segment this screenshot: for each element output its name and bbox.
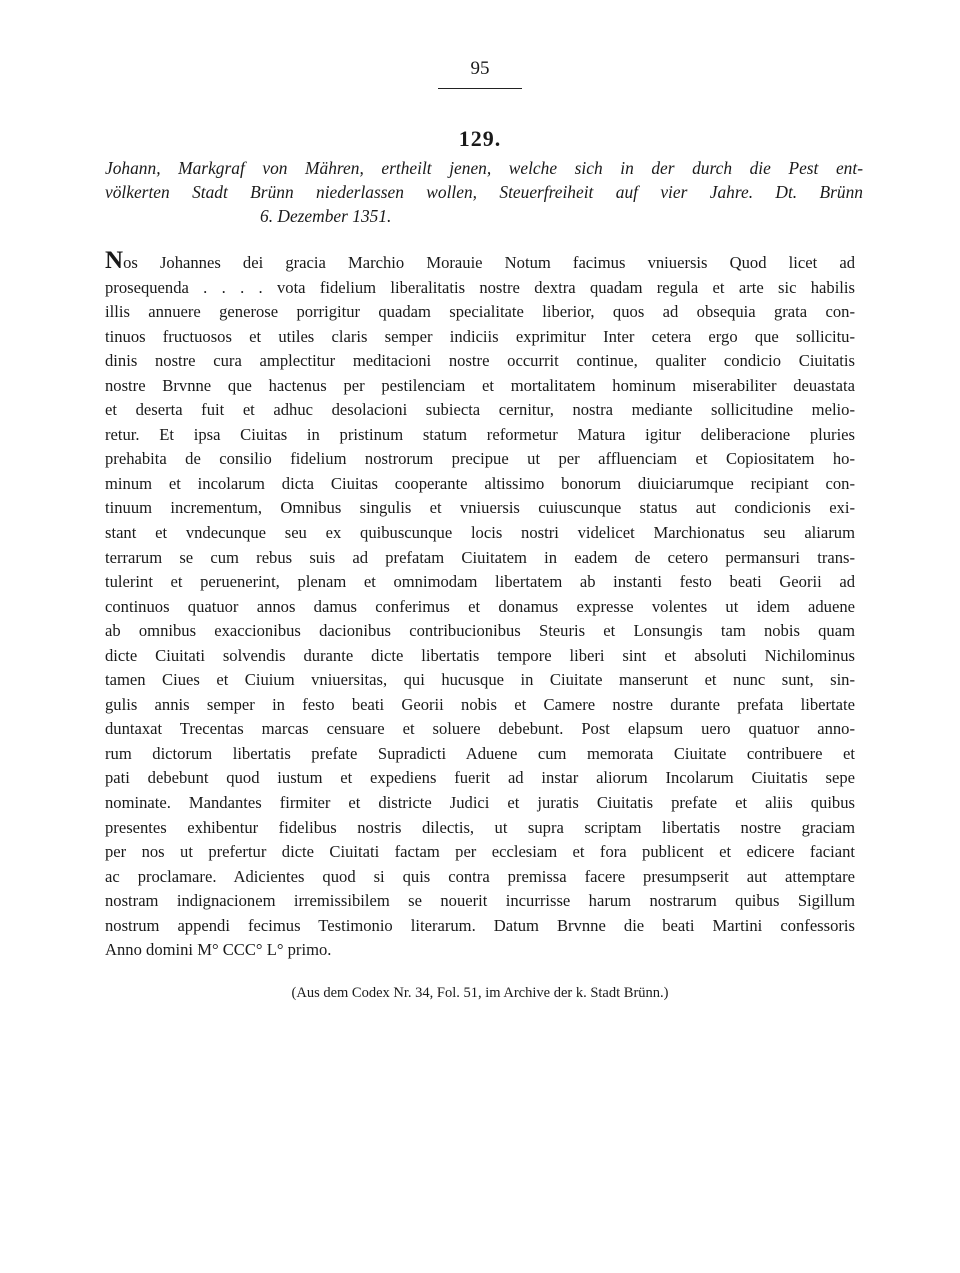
body-line: tinuum incrementum, Omnibus singulis et vniuersis cuiuscunque status aut condicionis exi- xyxy=(105,498,855,518)
regest-line: völkerten Stadt Brünn niederlassen wollen, Steuerfreiheit auf vier Jahre. Dt. Brünn xyxy=(105,182,863,202)
body-line: per nos ut prefertur dicte Ciuitati factam per ecclesiam et fora publicent et edicere faciant xyxy=(105,842,855,862)
body-line xyxy=(105,247,855,276)
body-line: ab omnibus exaccionibus dacionibus contribucionibus Steuris et Lonsungis tam nobis quam xyxy=(105,621,855,641)
body-line: ac proclamare. Adicientes quod si quis contra premissa facere presumpserit aut attemptare xyxy=(105,866,855,886)
body-line: nostrum appendi fecimus Testimonio literarum. Datum Brvnne die beati Martini confessoris xyxy=(105,915,855,935)
body-line: presentes exhibentur fidelibus nostris dilectis, ut supra scriptam libertatis nostre graciam xyxy=(105,817,855,837)
body-line: continuos quatuor annos damus conferimus et donamus expresse volentes ut idem aduene xyxy=(105,596,855,616)
page-number-rule xyxy=(438,88,522,89)
body-line: tamen Ciues et Ciuium vniuersitas, qui hucusque in Ciuitate manserunt et nunc sunt, sin- xyxy=(105,670,855,690)
body-line: dinis nostre cura amplectitur meditacioni nostre occurrit continue, qualiter condicio Ciuitatis xyxy=(105,351,855,371)
drop-initial: N xyxy=(105,247,124,274)
body-line: illis annuere generose porrigitur quadam specialitate liberior, quos ad obsequia grata con- xyxy=(105,302,855,322)
body-line: nominate. Mandantes firmiter et districte Judici et juratis Ciuitatis prefate et aliis quibus xyxy=(105,793,855,813)
body-line: tinuos fructuosos et utiles claris semper indiciis exprimitur Inter cetera ergo que sollicitu- xyxy=(105,326,855,346)
document-body xyxy=(105,247,855,963)
document-number: 129. xyxy=(458,126,502,151)
body-line: dicte Ciuitati solvendis durante dicte libertatis tempore liberi sint et absoluti Nichilominus xyxy=(105,645,855,665)
source-note: (Aus dem Codex Nr. 34, Fol. 51, im Archive der k. Stadt Brünn.) xyxy=(291,985,669,1001)
body-line: et deserta fuit et adhuc desolacioni subiecta cernitur, nostra mediante sollicitudine melio- xyxy=(105,400,855,420)
regest-line: Johann, Markgraf von Mähren, ertheilt jenen, welche sich in der durch die Pest ent- xyxy=(105,158,863,178)
body-line-text: os Johannes dei gracia Marchio Morauie Notum facimus vniuersis Quod licet ad xyxy=(123,253,855,272)
page-number: 95 xyxy=(470,58,490,79)
body-line: terrarum se cum rebus suis ad prefatam Ciuitatem in eadem de cetero permansuri trans- xyxy=(105,547,855,567)
regest-line: 6. Dezember 1351. xyxy=(260,206,392,226)
body-line: Anno domini M° CCC° L° primo. xyxy=(105,940,332,960)
body-line: prehabita de consilio fidelium nostrorum precipue ut per affluenciam et Copiositatem ho- xyxy=(105,449,855,469)
body-line: retur. Et ipsa Ciuitas in pristinum statum reformetur Matura igitur deliberacione pluries xyxy=(105,424,855,444)
body-line: nostre Brvnne que hactenus per pestilenciam et mortalitatem hominum miserabiliter deuastata xyxy=(105,375,855,395)
body-line: pati debebunt quod iustum et expediens fuerit ad instar aliorum Incolarum Ciuitatis sepe xyxy=(105,768,855,788)
body-line: gulis annis semper in festo beati Georii nobis et Camere nostre durante prefata libertate xyxy=(105,694,855,714)
body-line: tulerint et peruenerint, plenam et omnimodam libertatem ab instanti festo beati Georii ad xyxy=(105,572,855,592)
regest xyxy=(105,156,863,228)
body-line: stant et vndecunque seu ex quibuscunque locis nostri videlicet Marchionatus seu aliarum xyxy=(105,523,855,543)
body-line: duntaxat Trecentas marcas censuare et soluere debebunt. Post elapsum uero quatuor anno- xyxy=(105,719,855,739)
body-line: minum et incolarum dicta Ciuitas cooperante altissimo bonorum diuiciarumque recipiant con- xyxy=(105,473,855,493)
body-line: rum dictorum libertatis prefate Supradicti Aduene cum memorata Ciuitate contribuere et xyxy=(105,743,855,763)
body-line: nostram indignacionem irremissibilem se nouerit incurrisse harum nostrarum quibus Sigillum xyxy=(105,891,855,911)
body-line: prosequenda . . . . vota fidelium liberalitatis nostre dextra quadam regula et arte sic habilis xyxy=(105,277,855,297)
